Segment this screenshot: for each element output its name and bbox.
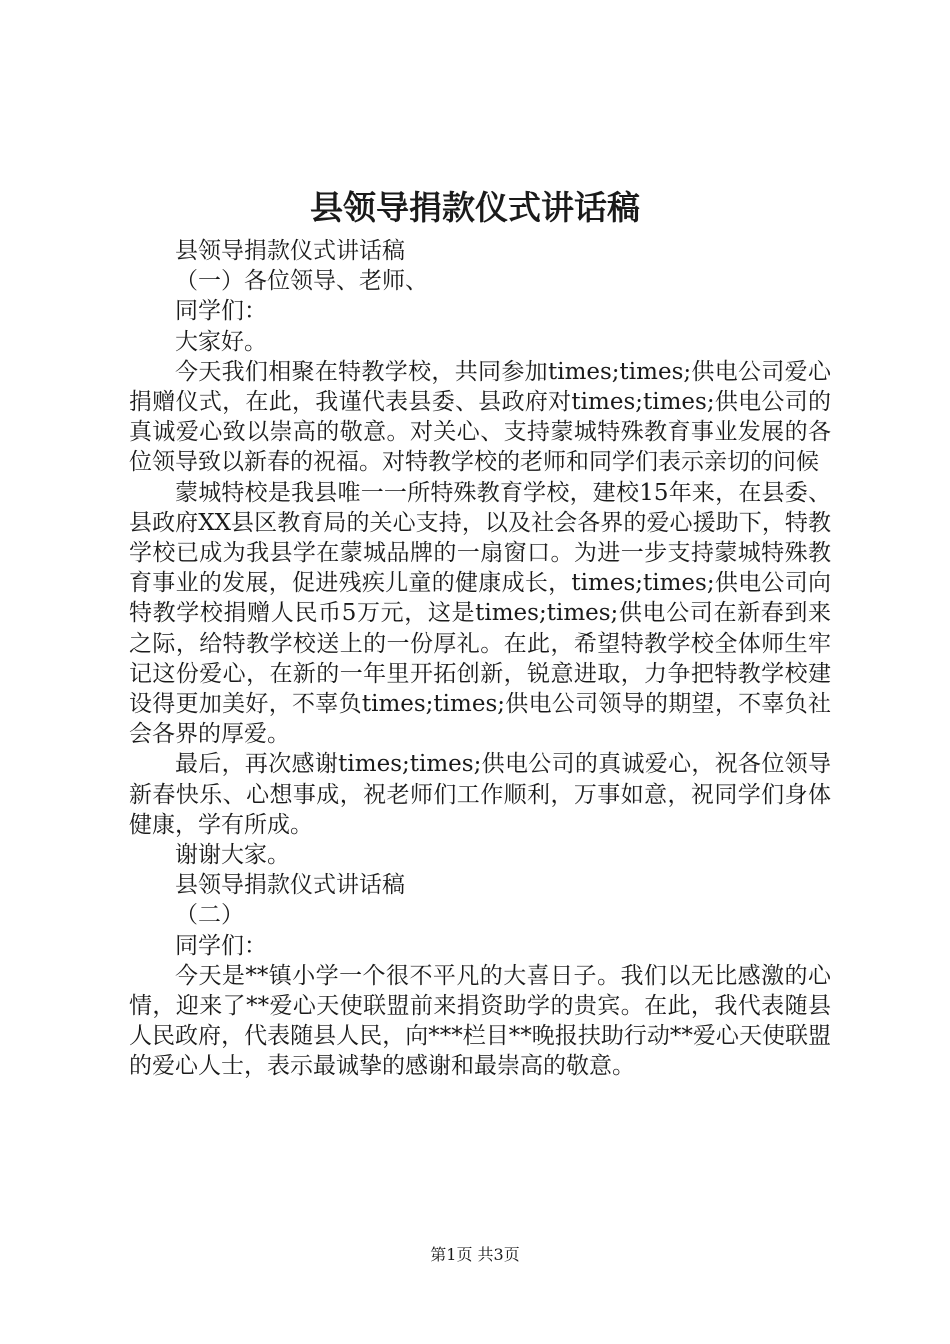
paragraph: （一）各位领导、老师、: [175, 268, 428, 295]
page-number-footer: 第1页 共3页: [430, 1245, 520, 1264]
paragraph: 今天我们相聚在特教学校，共同参加times;times;供电公司爱心捐赠仪式，在此，我谨代表县委、县政府对times;times;供电公司的真诚爱心致以崇高的敬意。对关心、支持蒙城特殊教育事业发展的各位领导致以新春的祝福。对特教学校的老师和同学们表示亲切的问候: [129, 358, 831, 476]
paragraph: 最后，再次感谢times;times;供电公司的真诚爱心，祝各位领导新春快乐、心想事成，祝老师们工作顺利，万事如意，祝同学们身体健康，学有所成。: [129, 751, 831, 838]
paragraph: 大家好。: [175, 328, 267, 355]
paragraph: 谢谢大家。: [175, 842, 290, 869]
paragraph: 县领导捐款仪式讲话稿: [175, 872, 405, 899]
document-title: 县领导捐款仪式讲话稿: [310, 188, 640, 227]
document-body: [129, 236, 831, 1082]
paragraph: 同学们：: [175, 298, 267, 325]
paragraph: 蒙城特校是我县唯一一所特殊教育学校，建校15年来，在县委、县政府XX县区教育局的关心支持，以及社会各界的爱心援助下，特教学校已成为我县学在蒙城品牌的一扇窗口。为进一步支持蒙城特殊教育事业的发展，促进残疾儿童的健康成长，times;times;供电公司向特教学校捐赠人民币5万元，这是times;times;供电公司在新春到来之际，给特教学校送上的一份厚礼。在此，希望特教学校全体师生牢记这份爱心，在新的一年里开拓创新，锐意进取，力争把特教学校建设得更加美好，不辜负times;times;供电公司领导的期望，不辜负社会各界的厚爱。: [129, 479, 831, 748]
paragraph: 同学们：: [175, 932, 267, 959]
paragraph: 今天是**镇小学一个很不平凡的大喜日子。我们以无比感激的心情，迎来了**爱心天使联盟前来捐资助学的贵宾。在此，我代表随县人民政府，代表随县人民，向***栏目**晚报扶助行动**爱心天使联盟的爱心人士，表示最诚挚的感谢和最崇高的敬意。: [129, 962, 831, 1080]
paragraph: （二）: [175, 902, 244, 929]
paragraph: 县领导捐款仪式讲话稿: [175, 238, 405, 264]
